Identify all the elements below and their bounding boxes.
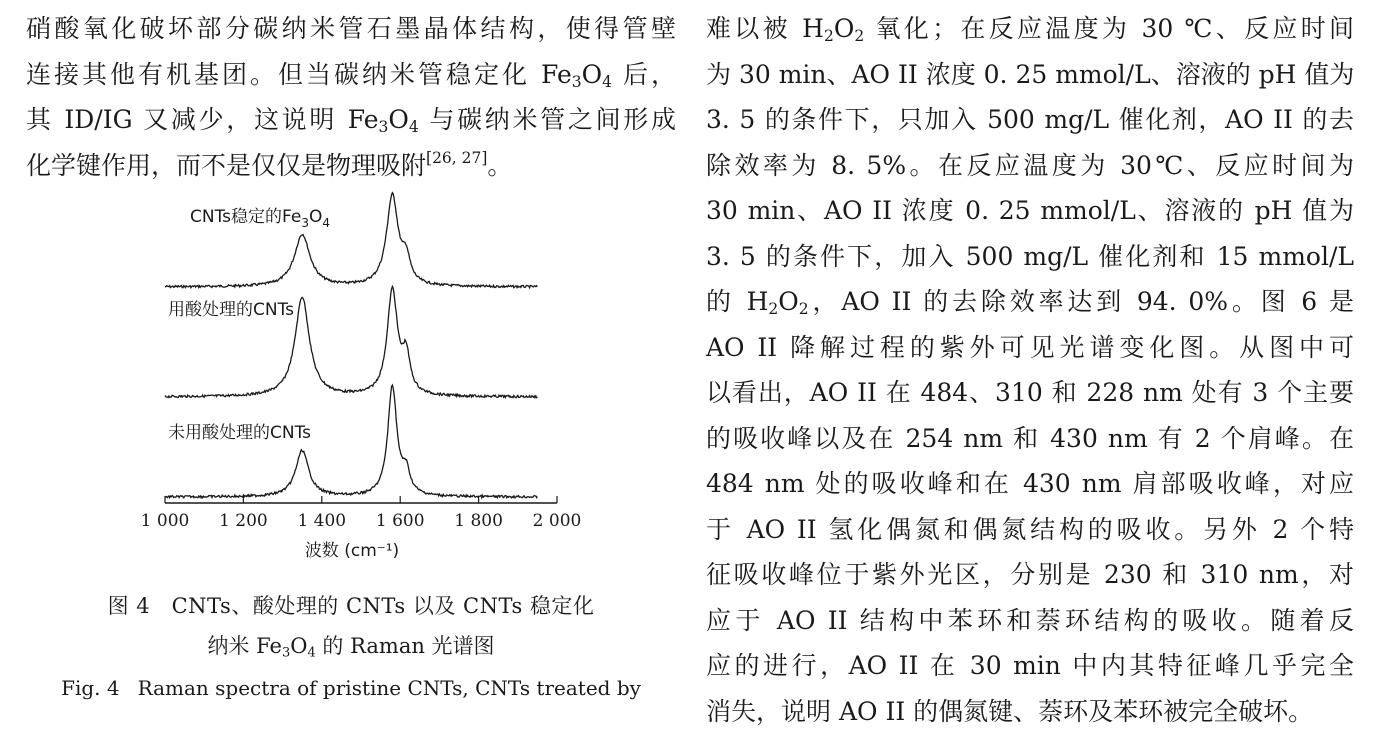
right-line-4: 除效率为 8. 5%。在反应温度为 30℃、反应时间为 <box>706 143 1354 189</box>
right-line-16: 消失，说明 AO II 的偶氮键、萘环及苯环被完全破坏。 <box>706 689 1354 734</box>
right-line-3: 3. 5 的条件下，只加入 500 mg/L 催化剂，AO II 的去 <box>706 97 1354 143</box>
left-line-3: 其 ID/IG 又减少，这说明 $Fe_3O_4$ 与碳纳米管之间形成 <box>26 97 676 143</box>
left-line-2: 连接其他有机基团。但当碳纳米管稳定化 $Fe_3O_4$ 后， <box>26 52 676 98</box>
x-tick-label-2000: 2 000 <box>533 511 582 531</box>
left-line-1: 硝酸氧化破坏部分碳纳米管石墨晶体结构，使得管壁 <box>26 6 676 52</box>
caption-en <box>26 676 676 700</box>
raman-figure <box>130 200 570 570</box>
right-line-13: 征吸收峰位于紫外光区，分别是 230 和 310 nm，对 <box>706 552 1354 598</box>
series-label-1: CNTs稳定的$Fe_3O_4$ <box>190 207 330 230</box>
left-paragraph <box>26 6 676 188</box>
right-paragraph <box>706 6 1354 734</box>
right-line-11: 484 nm 处的吸收峰和在 430 nm 肩部吸收峰，对应 <box>706 461 1354 507</box>
caption-en-number: Fig. 4 <box>61 676 120 700</box>
right-line-14: 应于 AO II 结构中苯环和萘环结构的吸收。随着反 <box>706 598 1354 644</box>
right-line-9: 以看出，AO II 在 484、310 和 228 nm 处有 3 个主要 <box>706 370 1354 416</box>
x-tick-label-1400: 1 400 <box>297 511 346 531</box>
right-line-8: AO II 降解过程的紫外可见光谱变化图。从图中可 <box>706 325 1354 371</box>
series-label-3: 未用酸处理的CNTs <box>168 423 311 443</box>
caption-zh-line2: 纳米 $Fe_3O_4$ 的 Raman 光谱图 <box>26 630 676 660</box>
series-label-2: 用酸处理的CNTs <box>168 300 294 320</box>
right-line-7: 的 $H_2O_2$，AO II 的去除效率达到 94. 0%。图 6 是 <box>706 279 1354 325</box>
x-tick-label-1800: 1 800 <box>454 511 503 531</box>
raman-chart <box>130 200 570 570</box>
right-line-1: 难以被 $H_2O_2$ 氧化；在反应温度为 30 ℃、反应时间 <box>706 6 1354 52</box>
right-line-10: 的吸收峰以及在 254 nm 和 430 nm 有 2 个肩峰。在 <box>706 416 1354 462</box>
caption-en-text: Raman spectra of pristine CNTs, CNTs treated by <box>138 676 641 700</box>
left-line-4: 化学键作用，而不是仅仅是物理吸附[26, 27]。 <box>26 143 676 189</box>
right-line-12: 于 AO II 氢化偶氮和偶氮结构的吸收。另外 2 个特 <box>706 507 1354 553</box>
x-axis-title: 波数 (cm⁻¹) <box>305 541 399 561</box>
x-tick-label-1600: 1 600 <box>376 511 425 531</box>
right-line-5: 30 min、AO II 浓度 0. 25 mmol/L、溶液的 pH 值为 <box>706 188 1354 234</box>
caption-zh-line1: 图 4 CNTs、酸处理的 CNTs 以及 CNTs 稳定化 <box>26 590 676 620</box>
right-line-6: 3. 5 的条件下，加入 500 mg/L 催化剂和 15 mmol/L <box>706 234 1354 280</box>
right-column <box>706 6 1354 734</box>
x-tick-label-1200: 1 200 <box>219 511 268 531</box>
x-tick-label-1000: 1 000 <box>141 511 190 531</box>
right-line-15: 应的进行，AO II 在 30 min 中内其特征峰几乎完全 <box>706 643 1354 689</box>
left-column <box>26 6 676 188</box>
right-line-2: 为 30 min、AO II 浓度 0. 25 mmol/L、溶液的 pH 值为 <box>706 52 1354 98</box>
